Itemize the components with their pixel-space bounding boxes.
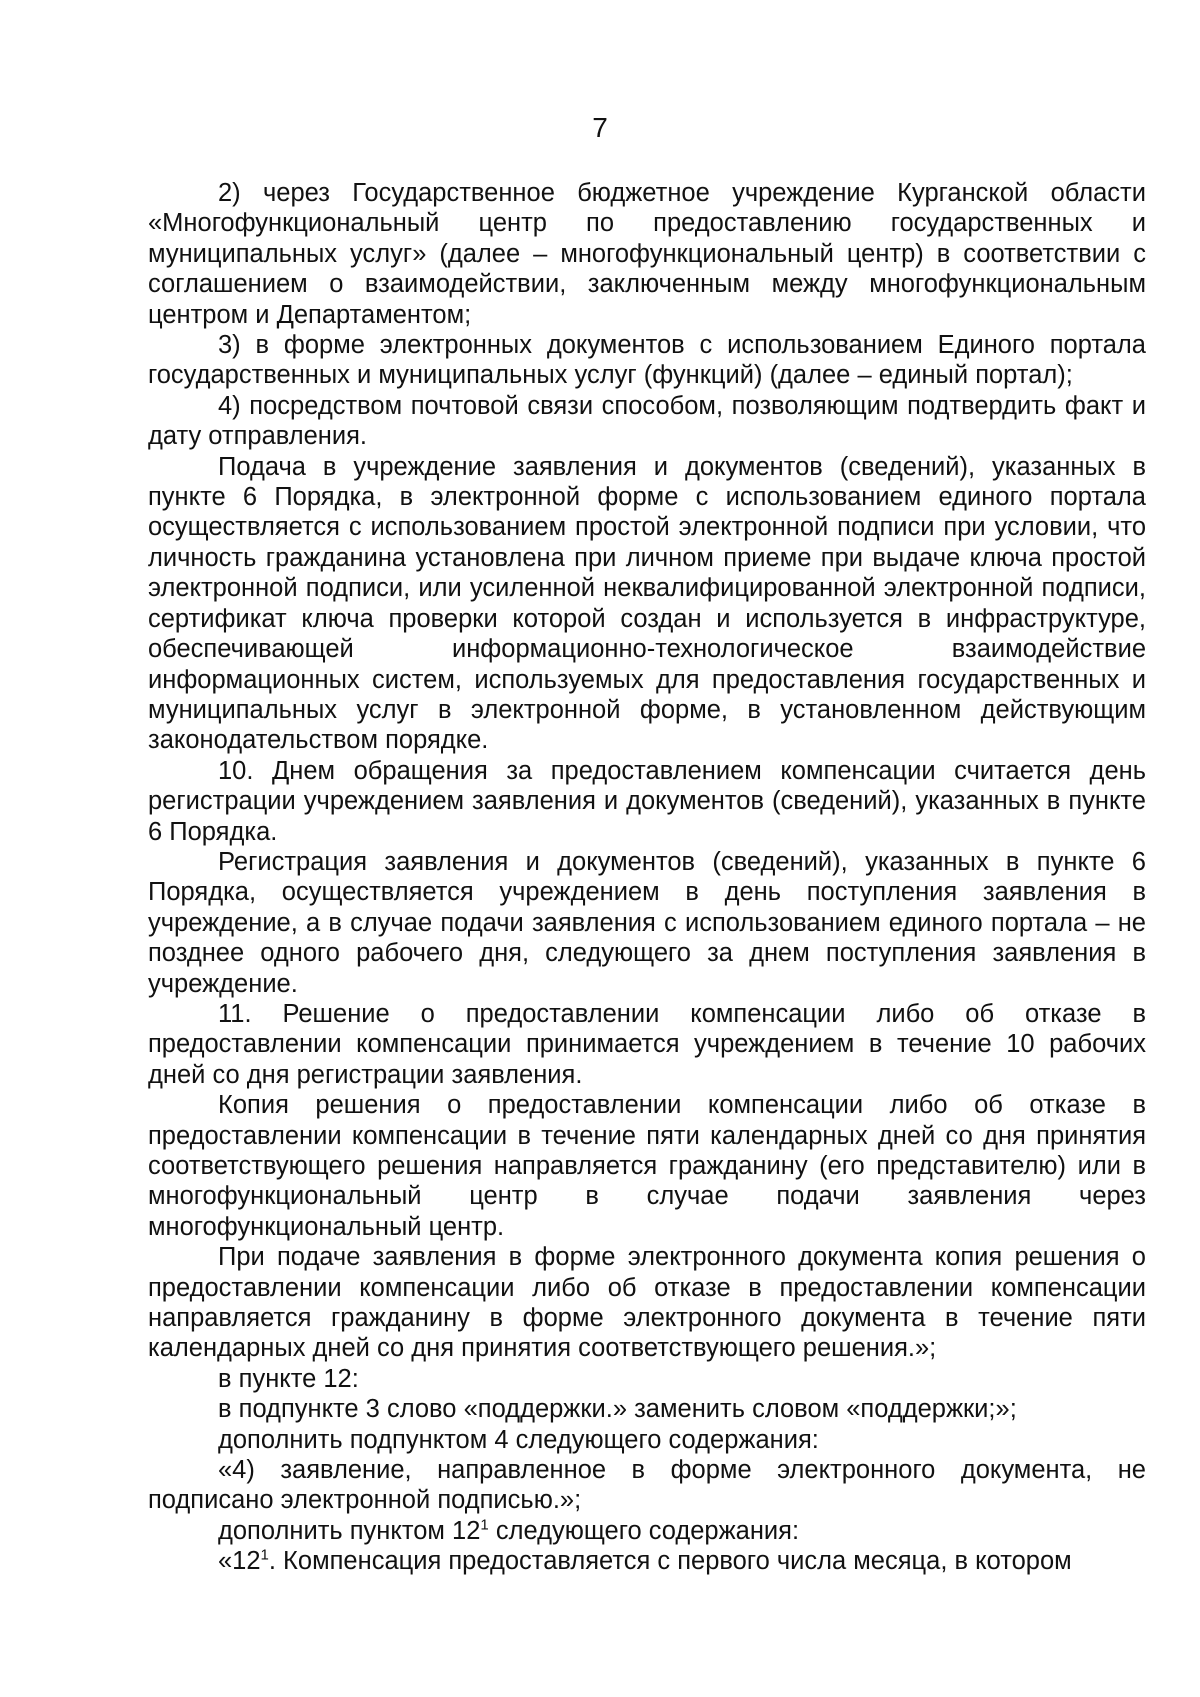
paragraph: 3) в форме электронных документов с использованием Единого портала государственных и муниципальных услуг (функций) (далее – единый портал); [148,331,1146,390]
paragraph: 2) через Государственное бюджетное учреждение Курганской области «Многофункциональный центр по предоставлению государственных и муниципальных услуг» (далее – многофункциональный центр) в соответствии с соглашением о взаимодействии, заключенным между многофункциональным центром и Департаментом; [148,179,1146,329]
text-fragment: следующего содержания: [488,1516,800,1545]
page-number: 7 [592,112,608,143]
paragraph: в подпункте 3 слово «поддержки.» заменить словом «поддержки;»; [218,1395,1017,1424]
paragraph-12-1-text [148,1546,1146,1576]
paragraph: 11. Решение о предоставлении компенсации либо об отказе в предоставлении компенсации принимается учреждением в течение 10 рабочих дней со дня регистрации заявления. [148,999,1146,1089]
text-fragment: «12 [218,1547,261,1576]
paragraph: Копия решения о предоставлении компенсации либо об отказе в предоставлении компенсации в течение пяти календарных дней со дня принятия соответствующего решения направляется гражданину (его представителю) или в многофункциональный центр в случае подачи заявления через многофункциональный центр. [148,1091,1146,1241]
paragraph: Регистрация заявления и документов (сведений), указанных в пункте 6 Порядка, осуществляется учреждением в день поступления заявления в учреждение, а в случае подачи заявления с использованием единого портала – не позднее одного рабочего дня, следующего за днем поступления заявления в учреждение. [148,847,1146,998]
superscript: 1 [260,1546,269,1564]
text-fragment: . Компенсация предоставляется с первого числа месяца, в котором [268,1547,1072,1576]
text-fragment: дополнить пунктом 12 [218,1516,481,1545]
document-body [148,178,1146,1577]
paragraph: Подача в учреждение заявления и документов (сведений), указанных в пункте 6 Порядка, в электронной форме с использованием единого портала осуществляется с использованием простой электронной подписи при условии, что личность гражданина установлена при личном приеме при выдаче ключа простой электронной подписи, или усиленной неквалифицированной электронной подписи, сертификат ключа проверки которой создан и используется в инфраструктуре, обеспечивающей информационно-технологическое взаимодействие информационных систем, используемых для предоставления государственных и муниципальных услуг в электронной форме, в установленном действующим законодательством порядке. [148,452,1146,755]
superscript: 1 [480,1516,489,1534]
paragraph: 10. Днем обращения за предоставлением компенсации считается день регистрации учреждением заявления и документов (сведений), указанных в пункте 6 Порядка. [148,756,1146,846]
paragraph: При подаче заявления в форме электронного документа копия решения о предоставлении компенсации либо об отказе в предоставлении компенсации направляется гражданину в форме электронного документа в течение пяти календарных дней со дня принятия соответствующего решения.»; [148,1243,1146,1363]
paragraph: «4) заявление, направленное в форме электронного документа, не подписано электронной подписью.»; [148,1456,1146,1515]
paragraph: 4) посредством почтовой связи способом, позволяющим подтвердить факт и дату отправления. [148,391,1146,451]
paragraph: дополнить подпунктом 4 следующего содержания: [218,1425,819,1454]
paragraph: в пункте 12: [218,1364,359,1393]
paragraph-12-1-intro [148,1516,1146,1546]
